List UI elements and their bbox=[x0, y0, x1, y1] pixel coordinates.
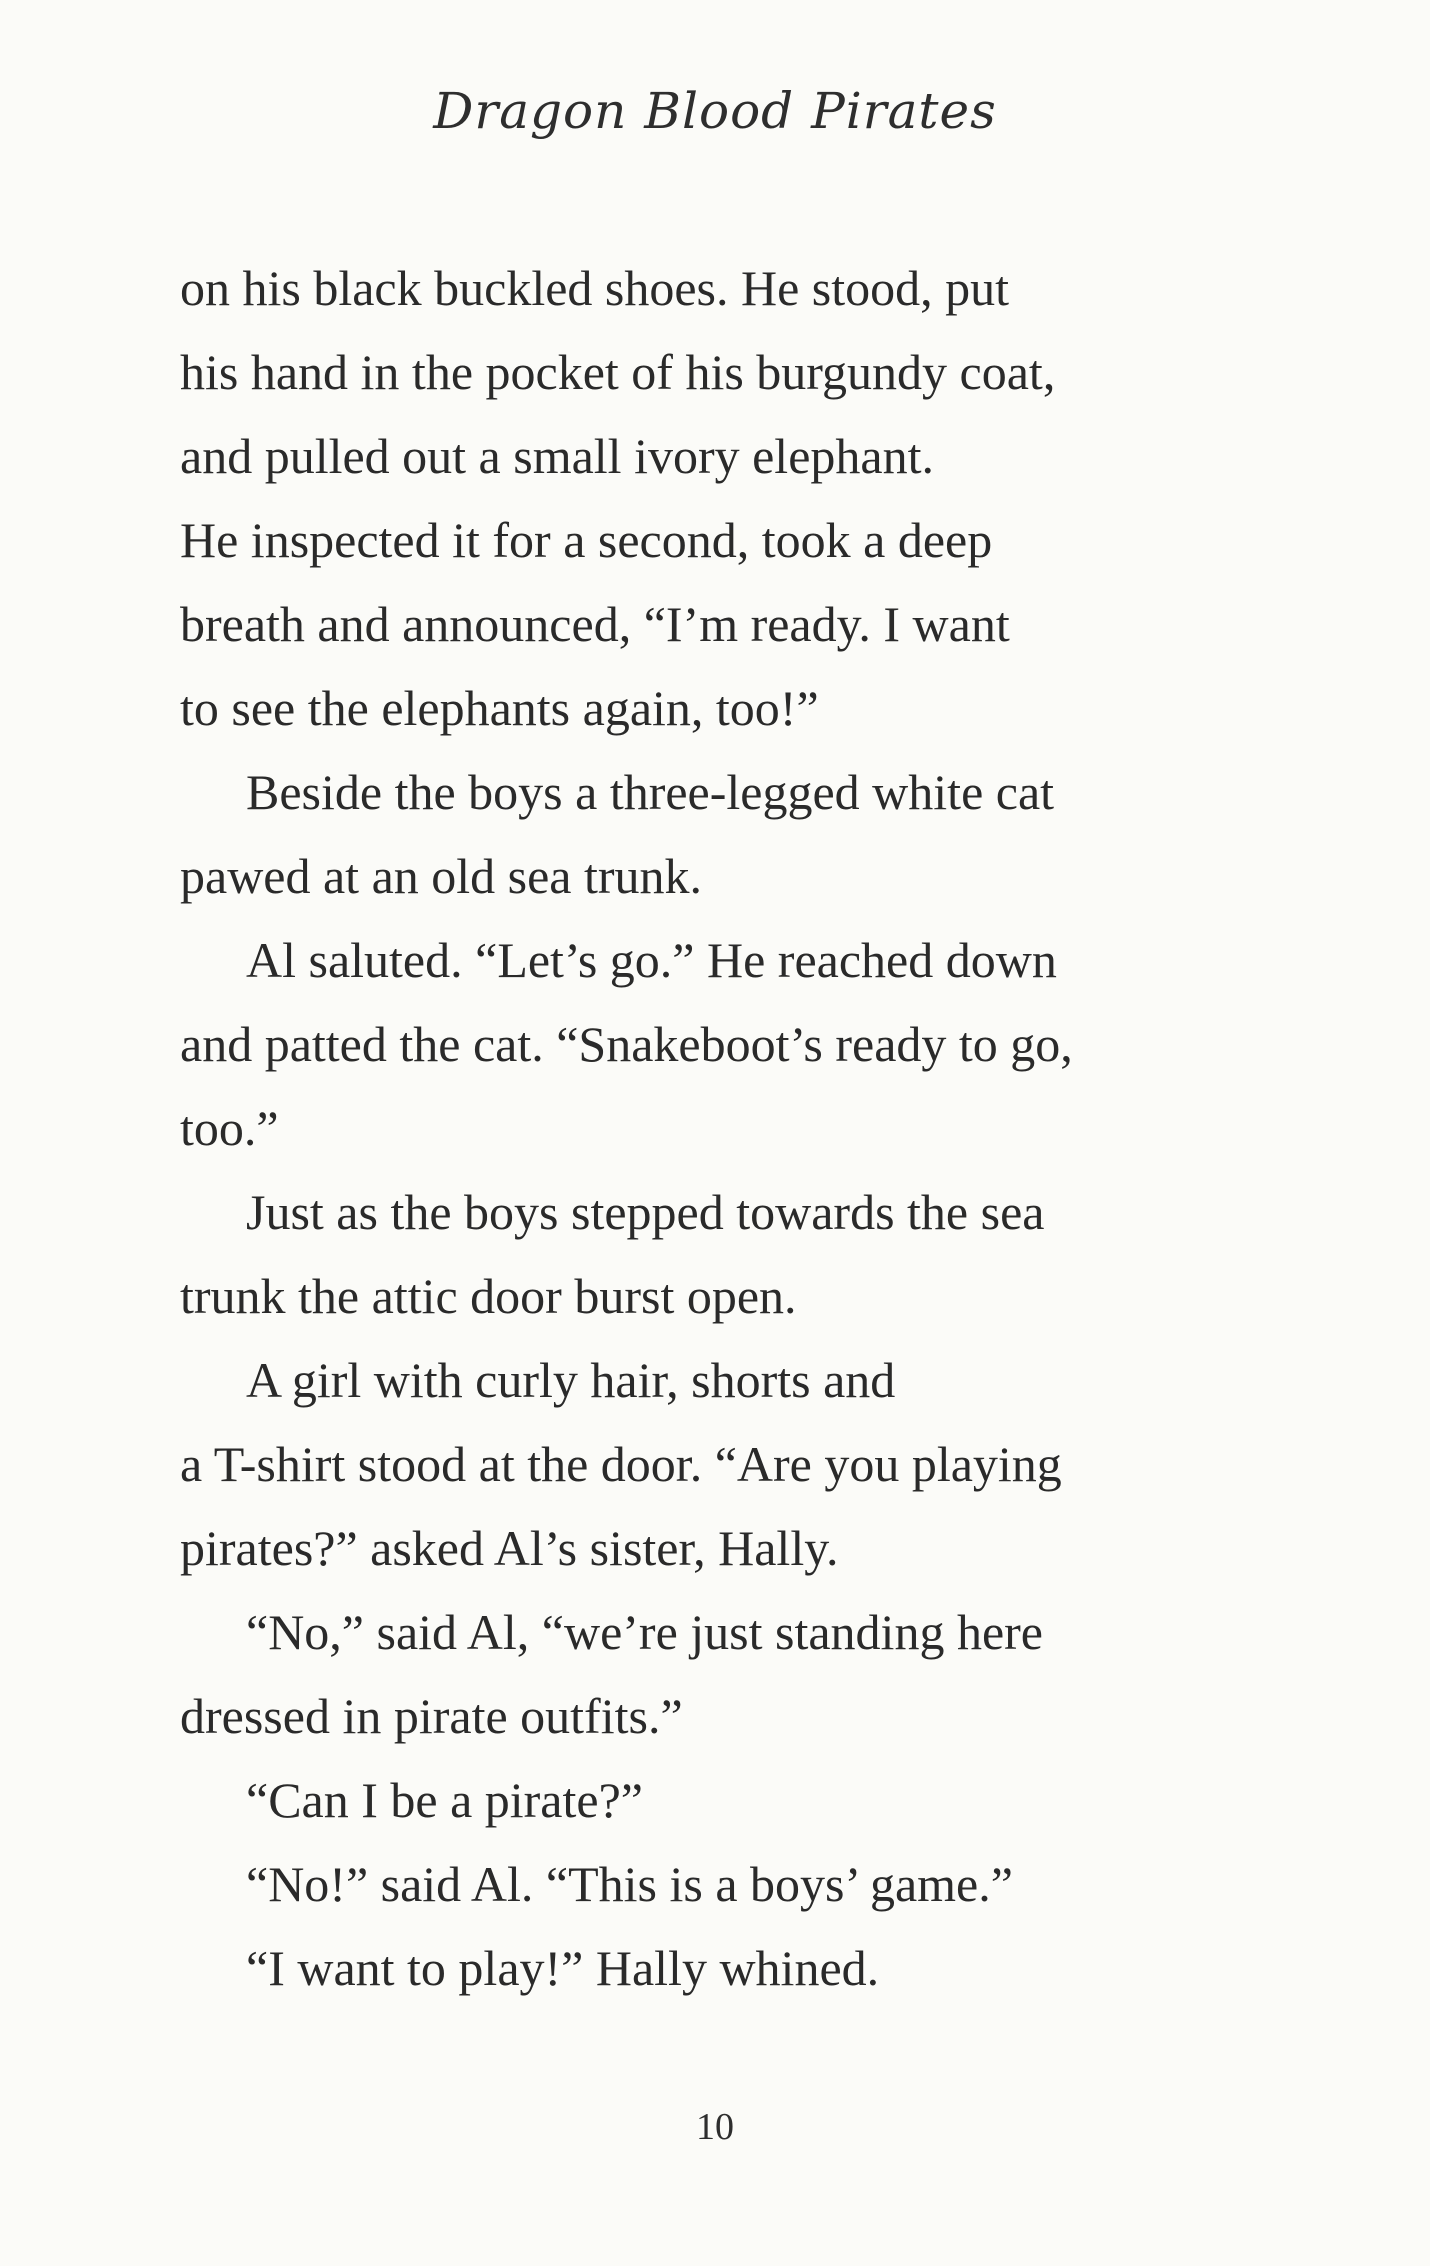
text-line: on his black buckled shoes. He stood, put bbox=[180, 260, 1010, 316]
text-line: “No!” said Al. “This is a boys’ game.” bbox=[246, 1856, 1013, 1912]
text-line: to see the elephants again, too!” bbox=[180, 680, 819, 736]
text-line: too.” bbox=[180, 1100, 279, 1156]
text-line: A girl with curly hair, shorts and bbox=[246, 1352, 896, 1408]
text-line: and patted the cat. “Snakeboot’s ready to go, bbox=[180, 1016, 1073, 1072]
text-line: He inspected it for a second, took a deep bbox=[180, 512, 993, 568]
text-line: pirates?” asked Al’s sister, Hally. bbox=[180, 1520, 839, 1576]
text-line: his hand in the pocket of his burgundy coat, bbox=[180, 344, 1056, 400]
running-header-title: Dragon Blood Pirates bbox=[433, 82, 997, 140]
body-text bbox=[180, 246, 1260, 2010]
text-line: and pulled out a small ivory elephant. bbox=[180, 428, 934, 484]
text-line: trunk the attic door burst open. bbox=[180, 1268, 797, 1324]
text-line: pawed at an old sea trunk. bbox=[180, 848, 703, 904]
text-line: “No,” said Al, “we’re just standing here bbox=[246, 1604, 1043, 1660]
text-line: breath and announced, “I’m ready. I want bbox=[180, 596, 1010, 652]
text-line: “I want to play!” Hally whined. bbox=[246, 1940, 880, 1996]
text-line: a T-shirt stood at the door. “Are you playing bbox=[180, 1436, 1062, 1492]
text-line: “Can I be a pirate?” bbox=[246, 1772, 643, 1828]
text-line: Al saluted. “Let’s go.” He reached down bbox=[246, 932, 1057, 988]
text-line: dressed in pirate outfits.” bbox=[180, 1688, 683, 1744]
text-line: Beside the boys a three-legged white cat bbox=[246, 764, 1055, 820]
text-line: Just as the boys stepped towards the sea bbox=[246, 1184, 1045, 1240]
page-number: 10 bbox=[696, 2106, 734, 2148]
